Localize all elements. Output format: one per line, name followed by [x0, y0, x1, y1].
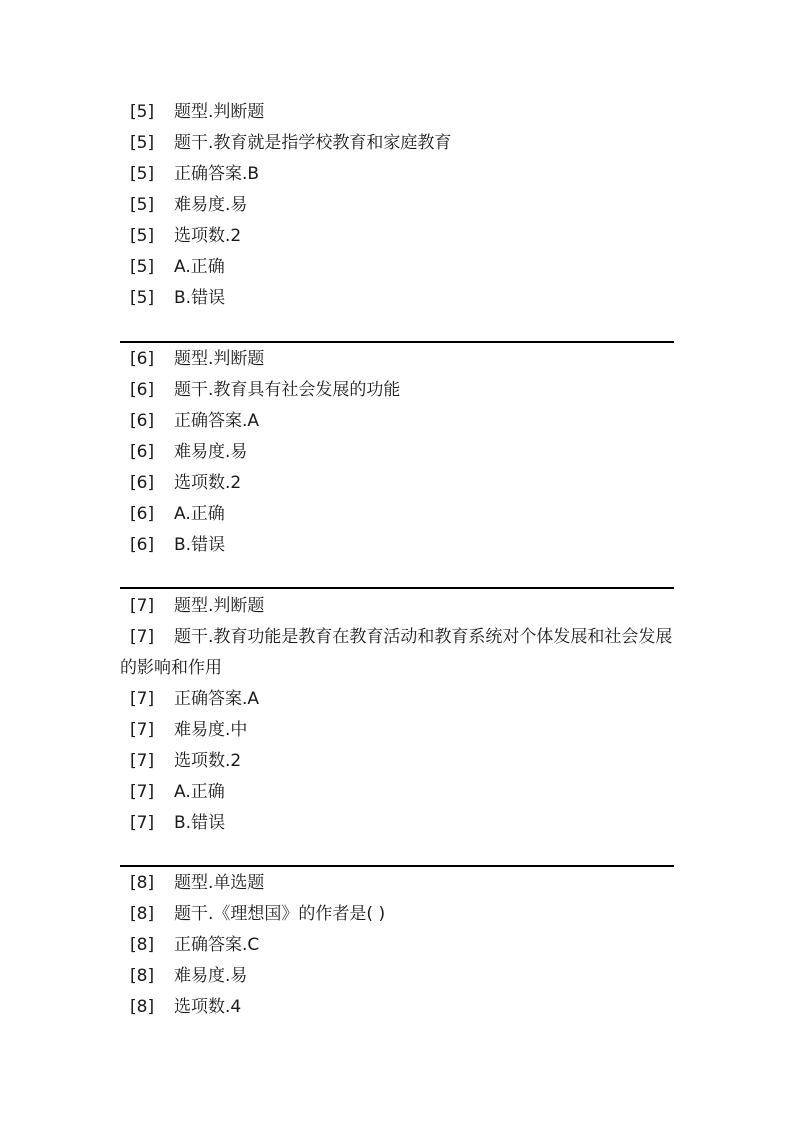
answer-line: [120, 930, 674, 961]
option-b-line: [120, 530, 674, 561]
question-stem-line: [120, 128, 674, 159]
question-number: [6]: [130, 473, 155, 493]
difficulty: 难易度.易: [174, 966, 248, 986]
question-stem: 题干.教育功能是教育在教育活动和教育系统对个体发展和社会发展的影响和作用: [120, 627, 673, 678]
option-a: A.正确: [174, 504, 225, 524]
question-type: 题型.判断题: [174, 596, 265, 616]
question-number: [5]: [130, 288, 155, 308]
difficulty-line: [120, 437, 674, 468]
option-b-line: [120, 808, 674, 839]
question-number: [6]: [130, 442, 155, 462]
difficulty-line: [120, 961, 674, 992]
option-count-line: [120, 468, 674, 499]
option-count-line: [120, 992, 674, 1023]
question-stem: 题干.《理想国》的作者是( ): [174, 904, 386, 924]
correct-answer: 正确答案.A: [174, 411, 260, 431]
question-5-block: [120, 97, 674, 314]
question-number: [6]: [130, 349, 155, 369]
option-count-line: [120, 746, 674, 777]
question-8-block: [120, 868, 674, 1023]
difficulty: 难易度.中: [174, 720, 248, 740]
question-number: [5]: [130, 102, 155, 122]
question-number: [7]: [130, 627, 155, 647]
option-count: 选项数.4: [174, 997, 242, 1017]
section-divider: [120, 587, 674, 589]
question-stem: 题干.教育具有社会发展的功能: [174, 380, 401, 400]
option-b: B.错误: [174, 288, 226, 308]
question-number: [8]: [130, 997, 155, 1017]
option-count: 选项数.2: [174, 473, 242, 493]
option-a-line: [120, 499, 674, 530]
option-count: 选项数.2: [174, 751, 242, 771]
option-b: B.错误: [174, 535, 226, 555]
question-number: [5]: [130, 226, 155, 246]
question-number: [7]: [130, 720, 155, 740]
option-a-line: [120, 777, 674, 808]
question-number: [6]: [130, 504, 155, 524]
question-stem-line: [120, 899, 674, 930]
question-type-line: [120, 344, 674, 375]
question-number: [8]: [130, 966, 155, 986]
question-number: [6]: [130, 535, 155, 555]
question-number: [7]: [130, 813, 155, 833]
question-number: [7]: [130, 689, 155, 709]
section-divider: [120, 341, 674, 343]
option-a: A.正确: [174, 782, 225, 802]
question-type-line: [120, 97, 674, 128]
question-number: [7]: [130, 782, 155, 802]
question-number: [5]: [130, 257, 155, 277]
answer-line: [120, 684, 674, 715]
answer-line: [120, 406, 674, 437]
question-type: 题型.判断题: [174, 349, 265, 369]
section-divider: [120, 865, 674, 867]
option-count-line: [120, 221, 674, 252]
correct-answer: 正确答案.B: [174, 164, 260, 184]
question-stem: 题干.教育就是指学校教育和家庭教育: [174, 133, 452, 153]
question-number: [8]: [130, 873, 155, 893]
option-a-line: [120, 252, 674, 283]
question-stem-line: [120, 622, 674, 684]
correct-answer: 正确答案.C: [174, 935, 260, 955]
question-number: [7]: [130, 751, 155, 771]
question-type-line: [120, 868, 674, 899]
option-b: B.错误: [174, 813, 226, 833]
question-stem-line: [120, 375, 674, 406]
option-a: A.正确: [174, 257, 225, 277]
question-type: 题型.判断题: [174, 102, 265, 122]
question-number: [6]: [130, 380, 155, 400]
question-number: [5]: [130, 195, 155, 215]
difficulty: 难易度.易: [174, 442, 248, 462]
question-number: [8]: [130, 935, 155, 955]
question-6-block: [120, 344, 674, 561]
correct-answer: 正确答案.A: [174, 689, 260, 709]
question-number: [6]: [130, 411, 155, 431]
option-b-line: [120, 283, 674, 314]
question-7-block: [120, 591, 674, 839]
question-type-line: [120, 591, 674, 622]
difficulty: 难易度.易: [174, 195, 248, 215]
question-number: [8]: [130, 904, 155, 924]
difficulty-line: [120, 715, 674, 746]
question-type: 题型.单选题: [174, 873, 265, 893]
option-count: 选项数.2: [174, 226, 242, 246]
question-number: [7]: [130, 596, 155, 616]
question-number: [5]: [130, 164, 155, 184]
question-number: [5]: [130, 133, 155, 153]
difficulty-line: [120, 190, 674, 221]
answer-line: [120, 159, 674, 190]
